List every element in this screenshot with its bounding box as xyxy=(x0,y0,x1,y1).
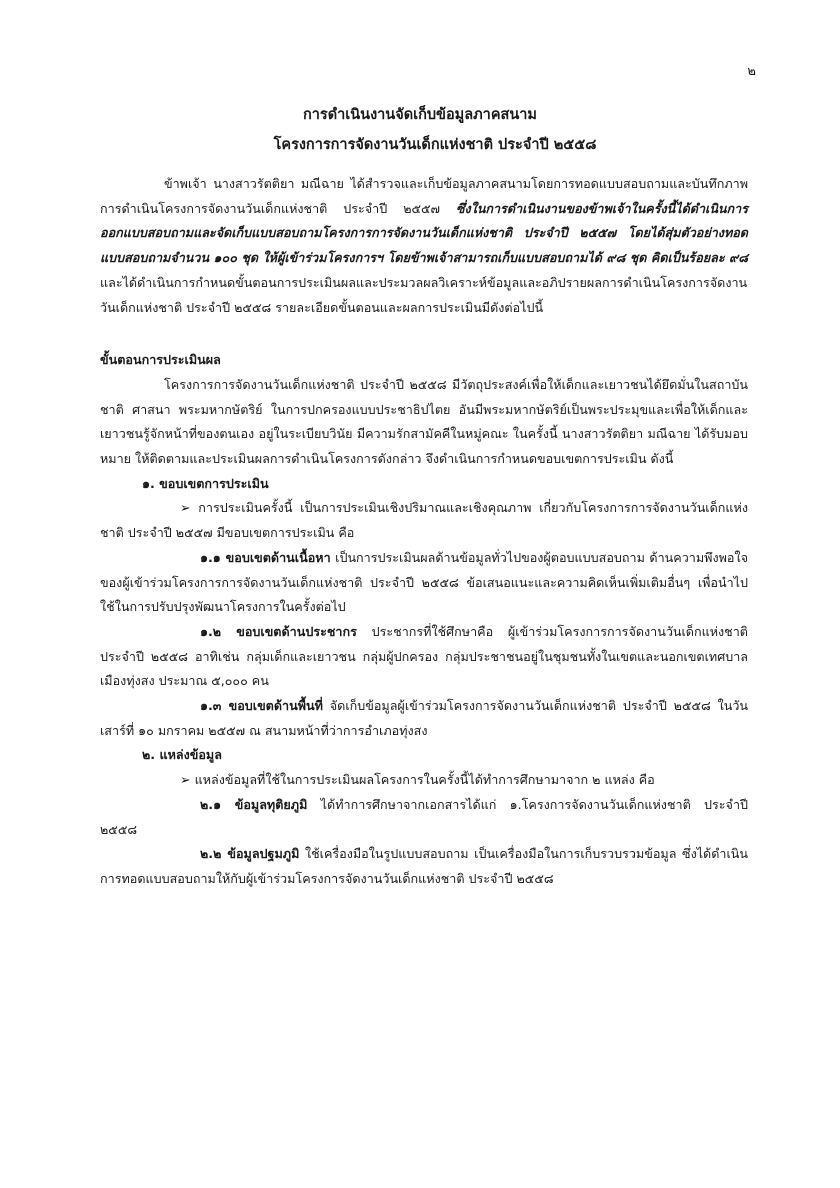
scope-item-text: เป็นการประเมินผลด้านข้อมูลทั่วไปของผู้ตอบแบบสอบถาม ด้านความพึงพอใจของผู้เข้าร่วมโครงการการจัดงานวันเด็กแห่งชาติ ประจำปี ๒๕๕๘ ข้อเสนอแนะและความคิดเห็นเพิ่มเติมอื่นๆ เพื่อนำไปใช้ในการปรับปรุงพัฒนาโครงการในครั้งต่อไป xyxy=(100,549,748,615)
arrow-icon: ➢ xyxy=(180,500,191,516)
source-item-primary xyxy=(100,842,748,891)
scope-item-population xyxy=(100,620,748,694)
intro-text-1: ข้าพเจ้า นางสาวรัตติยา มณีฉาย ได้สำรวจและเก็บข้อมูลภาคสนามโดยการทอดแบบสอบถามและบันทึกภาพการดำเนินโครงการจัดงานวันเด็กแห่งชาติ ประจำปี ๒๕๕๗ xyxy=(100,176,748,216)
scope-heading: ๑. ขอบเขตการประเมิน xyxy=(142,475,269,491)
document-body xyxy=(100,172,748,892)
scope-item-label: ๑.๒ ขอบเขตด้านประชากร xyxy=(200,623,357,639)
source-item-text: ใช้เครื่องมือในรูปแบบสอบถาม เป็นเครื่องมือในการเก็บรวบรวมข้อมูล ซึ่งได้ดำเนินการทอดแบบสอบถามให้กับผู้เข้าร่วมโครงการจัดงานวันเด็กแห่งชาติ ประจำปี ๒๕๕๘ xyxy=(100,846,749,886)
document-title xyxy=(0,100,840,160)
scope-item-text: ประชากรที่ใช้ศึกษาคือ ผู้เข้าร่วมโครงการการจัดงานวันเด็กแห่งชาติ ประจำปี ๒๕๕๘ อาทิเช่น กลุ่มเด็กและเยาวชน กลุ่มผู้ปกครอง กลุ่มประชาชนอยู่ในชุมชนทั้งในเขตและนอกเขตเทศบาลเมืองทุ่งสง ประมาณ ๕,๐๐๐ คน xyxy=(100,623,748,689)
intro-text-2: และได้ดำเนินการกำหนดขั้นตอนการประเมินผลและประมวลผลวิเคราะห์ข้อมูลและอภิปรายผลการดำเนินโครงการจัดงานวันเด็กแห่งชาติ ประจำปี ๒๕๕๘ รายละเอียดขั้นตอนและผลการประเมินมีดังต่อไปนี้ xyxy=(100,274,748,315)
intro-bold-italic: ซึ่งในการดำเนินงานของข้าพเจ้าในครั้งนี้ได้ดำเนินการออกแบบสอบถามและจัดเก็บแบบสอบถามโครงการการจัดงานวันเด็กแห่งชาติ ประจำปี ๒๕๕๗ โดยได้สุ่มตัวอย่างทอดแบบสอบถามจำนวน ๑๐๐ ชุด ให้ผู้เข้าร่วมโครงการฯ โดยข้าพเจ้าสามารถเก็บแบบสอบถามได้ ๙๘ ชุด คิดเป็นร้อยละ ๙๘ xyxy=(100,200,748,266)
sources-arrow-text: แหล่งข้อมูลที่ใช้ในการประเมินผลโครงการในครั้งนี้ได้ทำการศึกษามาจาก ๒ แหล่ง คือ xyxy=(194,772,655,788)
scope-item-label: ๑.๑ ขอบเขตด้านเนื้อหา xyxy=(200,549,331,565)
scope-item-text: จัดเก็บข้อมูลผู้เข้าร่วมโครงการจัดงานวันเด็กแห่งชาติ ประจำปี ๒๕๕๘ ในวันเสาร์ที่ ๑๐ มกราคม ๒๕๕๗ ณ สนามหน้าที่ว่าการอำเภอทุ่งสง xyxy=(100,698,749,738)
source-item-text: ได้ทำการศึกษาจากเอกสารได้แก่ ๑.โครงการจัดงานวันเด็กแห่งชาติ ประจำปี ๒๕๕๘ xyxy=(100,796,749,837)
evaluation-paragraph: โครงการการจัดงานวันเด็กแห่งชาติ ประจำปี ๒๕๕๘ มีวัตถุประสงค์เพื่อให้เด็กและเยาวชนได้ยึดมั่นในสถาบัน ชาติ ศาสนา พระมหากษัตริย์ ในการปกครองแบบประชาธิปไตย อันมีพระมหากษัตริย์เป็นพระประมุขและเพื่อให้เด็กและเยาวชนรู้จักหน้าที่ของตนเอง อยู่ในระเบียบวินัย มีความรักสามัคคีในหมู่คณะ ในครั้งนี้ นางสาวรัตติยา มณีฉาย ได้รับมอบหมาย ให้ติดตามและประเมินผลการดำเนินโครงการดังกล่าว จึงดำเนินการกำหนดขอบเขตการประเมิน ดังนี้ xyxy=(100,376,748,467)
scope-item-label: ๑.๓ ขอบเขตด้านพื้นที่ xyxy=(200,698,323,714)
sources-heading: ๒. แหล่งข้อมูล xyxy=(142,747,222,763)
source-item-label: ๒.๒ ข้อมูลปฐมภูมิ xyxy=(200,846,300,862)
sources-arrow-paragraph xyxy=(100,768,748,793)
evaluation-heading: ขั้นตอนการประเมินผล xyxy=(100,352,221,368)
source-item-label: ๒.๑ ข้อมูลทุติยภูมิ xyxy=(200,796,308,812)
title-line-1: การดำเนินงานจัดเก็บข้อมูลภาคสนาม xyxy=(303,107,537,123)
scope-item-content xyxy=(100,546,748,620)
page-number: ๒ xyxy=(747,64,756,79)
scope-arrow-text: การประเมินครั้งนี้ เป็นการประเมินเชิงปริมาณและเชิงคุณภาพ เกี่ยวกับโครงการการจัดงานวันเด็กแห่งชาติ ประจำปี ๒๕๕๗ มีขอบเขตการประเมิน คือ xyxy=(100,500,748,541)
scope-arrow-paragraph xyxy=(100,496,748,545)
arrow-icon: ➢ xyxy=(180,772,191,788)
intro-paragraph xyxy=(100,172,748,320)
title-line-2: โครงการการจัดงานวันเด็กแห่งชาติ ประจำปี ๒๕๕๘ xyxy=(273,137,597,153)
source-item-secondary xyxy=(100,793,748,842)
scope-item-area xyxy=(100,694,748,743)
